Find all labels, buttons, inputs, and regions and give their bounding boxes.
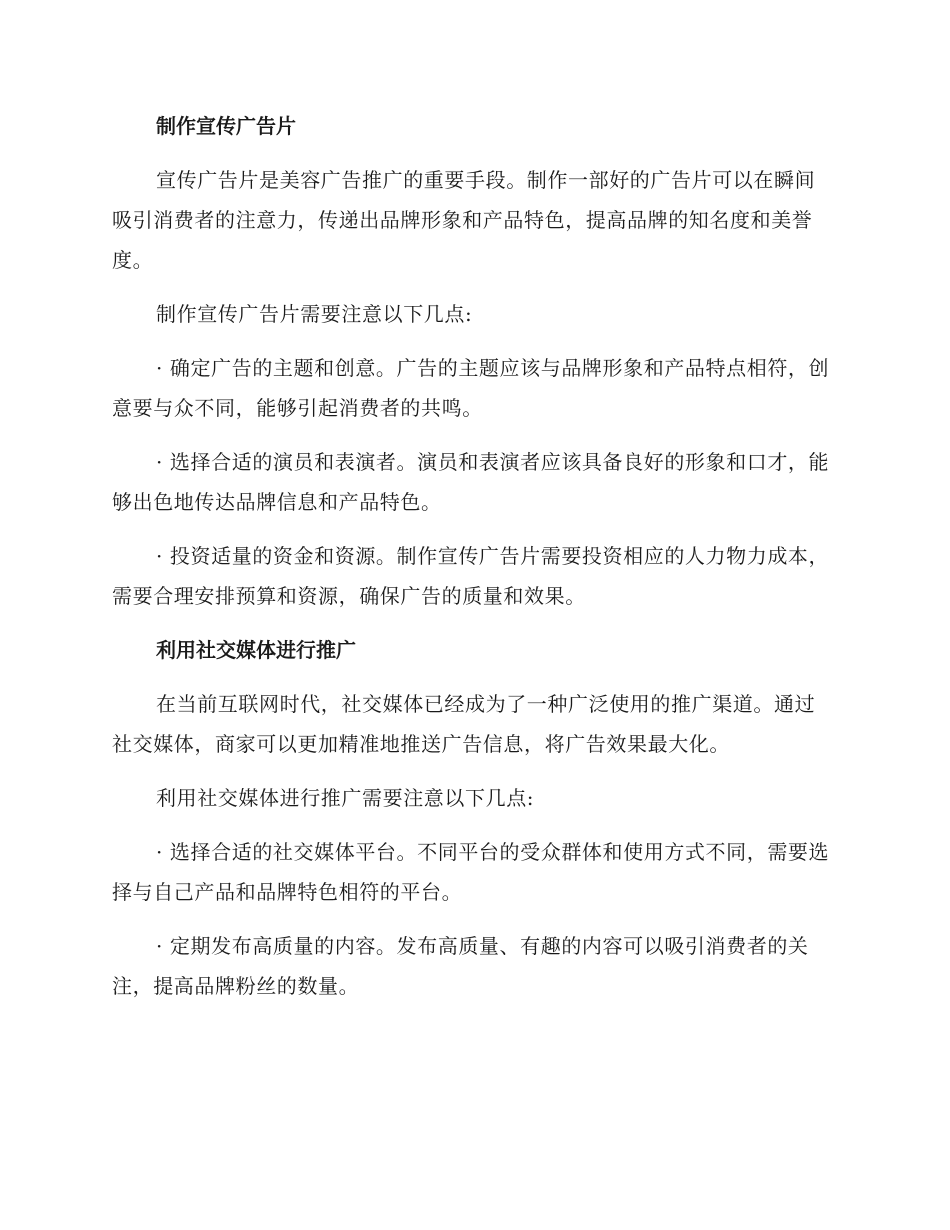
paragraph: 制作宣传广告片需要注意以下几点: [156,302,473,326]
paragraph: 利用社交媒体进行推广需要注意以下几点: [156,786,535,810]
section-heading: 利用社交媒体进行推广 [156,638,356,662]
bullet-item: · 选择合适的演员和表演者。演员和表演者应该具备良好的形象和口才，能够出色地传达品牌信息和产品特色。 [112,450,830,514]
paragraph: 在当前互联网时代，社交媒体已经成为了一种广泛使用的推广渠道。通过社交媒体，商家可以更加精准地推送广告信息，将广告效果最大化。 [112,692,816,756]
paragraph: 宣传广告片是美容广告推广的重要手段。制作一部好的广告片可以在瞬间吸引消费者的注意力，传递出品牌形象和产品特色，提高品牌的知名度和美誉度。 [112,168,816,272]
bullet-item: · 投资适量的资金和资源。制作宣传广告片需要投资相应的人力物力成本，需要合理安排预算和资源，确保广告的质量和效果。 [112,544,830,608]
bullet-item: · 确定广告的主题和创意。广告的主题应该与品牌形象和产品特点相符，创意要与众不同，能够引起消费者的共鸣。 [112,356,830,420]
bullet-item: · 选择合适的社交媒体平台。不同平台的受众群体和使用方式不同，需要选择与自己产品和品牌特色相符的平台。 [112,840,830,904]
section-heading: 制作宣传广告片 [156,114,296,138]
document-body [112,106,832,1020]
bullet-item: · 定期发布高质量的内容。发布高质量、有趣的内容可以吸引消费者的关注，提高品牌粉丝的数量。 [112,934,809,998]
